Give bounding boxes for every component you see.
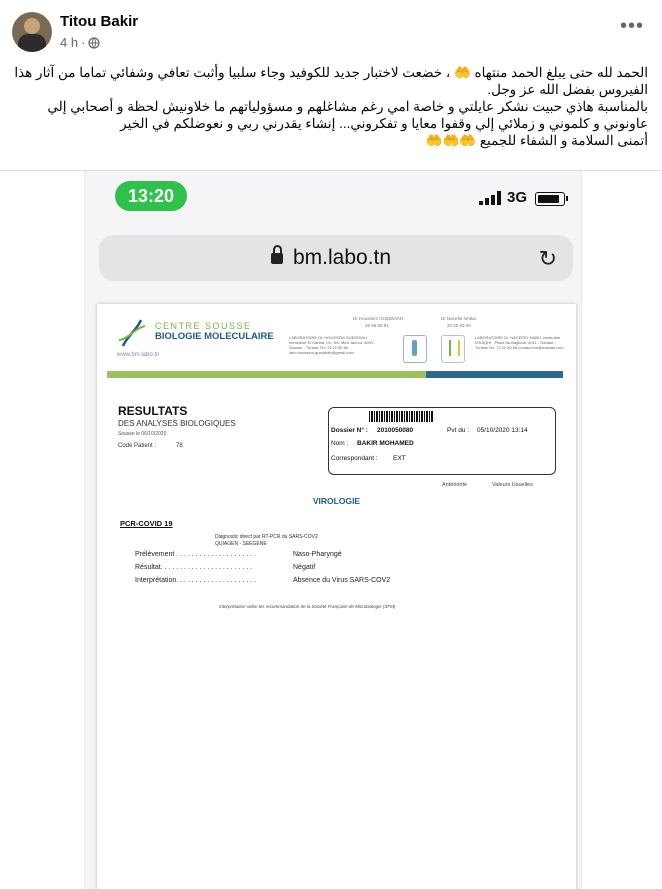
nom-label: Nom : <box>331 440 349 447</box>
diag-kit: QUIAGEN - SEEGENE <box>215 541 267 547</box>
row-label: Prélèvement . . . . . . . . . . . . . . . . . . . . . <box>135 551 256 558</box>
author-name[interactable]: Titou Bakir <box>60 13 139 30</box>
results-title: RESULTATS <box>118 404 188 418</box>
battery-icon <box>535 192 565 206</box>
globe-icon <box>88 37 100 49</box>
row-label: Résultat. . . . . . . . . . . . . . . . . . . . . . . . <box>135 564 253 571</box>
avatar[interactable] <box>12 12 52 52</box>
pvt-value: 05/10/2020 13:14 <box>477 427 528 434</box>
row-value: Négatif <box>293 564 316 571</box>
code-label: Code Patient : <box>118 443 157 449</box>
test-name: PCR-COVID 19 <box>120 519 173 528</box>
post-image[interactable] <box>84 171 582 889</box>
post-text <box>14 64 648 149</box>
lab1-info: LABORATOIRE Dr. HOUSSEM GUEDDIAH Immeuble El Kantra, Ch. Nn. Med Janoui, 4000 - Sousse - Tunisie Tel: 73 22 80 66 labo.houssem.gueddiah@gmail.com <box>289 335 376 355</box>
report-header <box>103 308 565 372</box>
interpretation-note: Interprétation selon les recommandation de la Société Française de Microbiologie (SFM) <box>219 604 396 609</box>
correspondant-label: Correspondant : <box>331 455 378 462</box>
pvt-label: Pvt du : <box>447 427 470 434</box>
network-label: 3G <box>507 189 528 206</box>
nom-value: BAKIR MOHAMED <box>357 440 414 447</box>
more-options-button[interactable]: ••• <box>619 15 644 37</box>
results-date: Sousse le 06/10/2020 <box>118 431 167 437</box>
post-time[interactable]: 4 h <box>60 35 79 50</box>
lab2-info: LABORATOIRE Dr. NACEFEL NABLI Immeuble ISSAQHI , Place du Bagloub, 4011 - Sousse - Tunisie Tel: 73 22 80 66 contact.bm@hotmail.com <box>475 335 564 350</box>
doctor2-name: Dr Nacefel NABLI <box>441 316 477 321</box>
col-anteriorite: Antériorité <box>442 482 468 488</box>
reload-icon: ↻ <box>538 246 557 271</box>
url-text: bm.labo.tn <box>293 246 392 269</box>
post-header <box>0 0 662 60</box>
post-meta: 4 h · <box>60 35 100 50</box>
url-bar <box>99 235 573 281</box>
doctor1-phone: 26 66 65 91 <box>365 323 389 328</box>
code-value: 78 <box>176 443 183 449</box>
doctor1-name: Dr Houssem GUEDDIAH <box>353 316 404 321</box>
doctor2-phone: 20 20 83 40 <box>447 323 471 328</box>
section-title: VIROLOGIE <box>312 496 361 506</box>
logo-line1: CENTRE SOUSSE <box>155 321 252 331</box>
row-value: Naso-Pharyngé <box>293 551 342 558</box>
results-subtitle: DES ANALYSES BIOLOGIQUES <box>118 419 236 428</box>
dossier-label: Dossier N° : <box>331 427 368 434</box>
signal-icon <box>479 191 503 205</box>
header-band <box>107 371 563 378</box>
correspondant-value: EXT <box>393 455 406 462</box>
lab-dna-icon <box>441 335 465 363</box>
barcode <box>369 411 434 422</box>
post-text-line: أتمنى السلامة و الشفاء للجميع 🤲🤲🤲 <box>425 133 648 148</box>
diag-method: Diagnostic direct par RT-PCR du SARS-COV2 <box>215 534 318 540</box>
dna-logo-icon <box>117 318 147 348</box>
row-value: Absence du Virus SARS-COV2 <box>293 577 391 584</box>
lab-flask-icon <box>403 335 427 363</box>
col-valeurs: Valeurs Usuelles <box>492 482 533 488</box>
post-text-line: الحمد لله حتى يبلغ الحمد منتهاه 🤲 ، خضعت لاختبار جديد للكوفيد وجاء سلبيا وأثبت تعافي وشفائي تماما من آثار هذا الفيروس بفضل الله عز وجل. <box>14 65 648 97</box>
status-time: 13:20 <box>115 181 187 211</box>
lab-report <box>97 304 576 889</box>
row-label: Interprétation. . . . . . . . . . . . . . . . . . . . . <box>135 577 256 584</box>
logo-line2: BIOLOGIE MOLECULAIRE <box>155 331 274 342</box>
post-text-line: بالمناسبة هاذي حبيت نشكر عايلتي و خاصة امي رغم مشاغلهم و مسؤولياتهم ما خلاونيش لحظة و أصحابي إلي عاونوني و كلموني و زملائي إلي وقفوا معايا و تفكروني... إنشاء يقدرني ربي و نعوضلكم في الخير <box>47 99 648 131</box>
patient-box <box>328 407 556 475</box>
website: www.bm.labo.tn <box>117 352 160 358</box>
dossier-value: 2010050080 <box>377 427 414 434</box>
lock-icon <box>271 253 283 264</box>
